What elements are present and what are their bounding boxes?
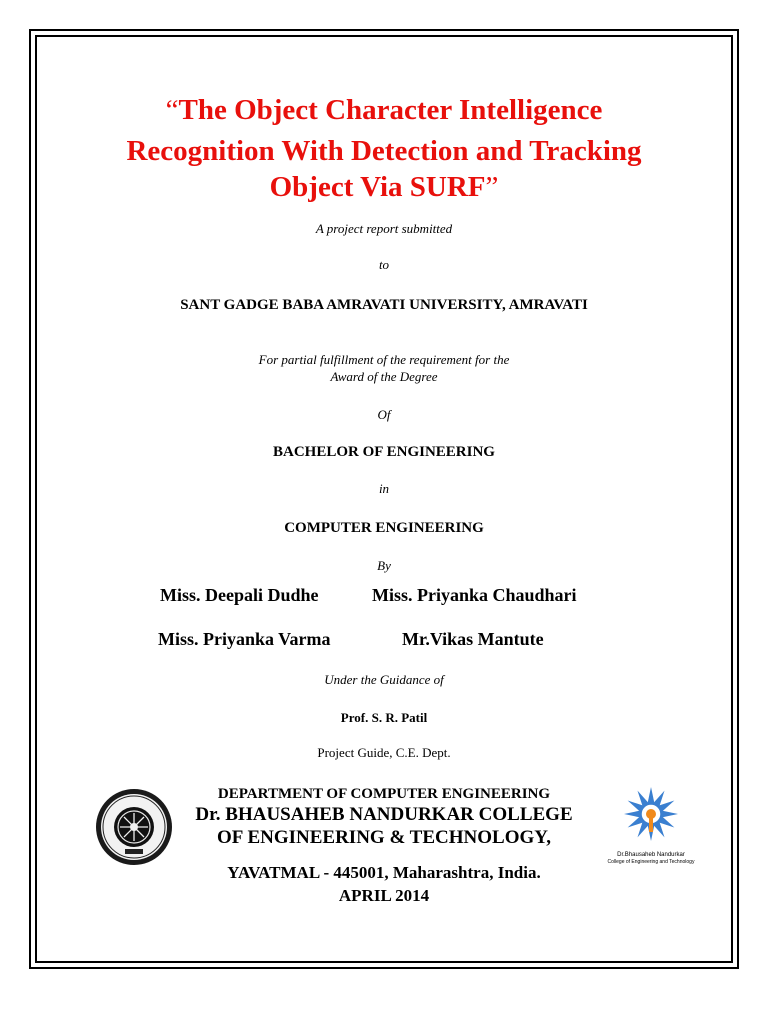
university-seal-icon xyxy=(95,788,173,866)
department-name: DEPARTMENT OF COMPUTER ENGINEERING xyxy=(217,786,551,802)
report-title-line2: Recognition With Detection and Tracking xyxy=(126,135,642,167)
report-title-line3 xyxy=(0,169,768,206)
guidance-text: Under the Guidance of xyxy=(324,672,444,687)
author-3: Miss. Priyanka Varma xyxy=(158,629,331,649)
degree-name: BACHELOR OF ENGINEERING xyxy=(273,444,495,460)
in-text: in xyxy=(378,481,390,496)
submitted-text: A project report submitted xyxy=(315,221,453,236)
by-text: By xyxy=(377,558,391,573)
author-4: Mr.Vikas Mantute xyxy=(402,629,544,649)
author-1: Miss. Deepali Dudhe xyxy=(160,585,319,605)
fulfillment-line1: For partial fulfillment of the requirement for the xyxy=(258,352,510,367)
report-date: APRIL 2014 xyxy=(338,886,430,905)
college-address: YAVATMAL - 445001, Maharashtra, India. xyxy=(227,863,541,882)
college-line1: Dr. BHAUSAHEB NANDURKAR COLLEGE xyxy=(195,804,573,825)
guide-name: Prof. S. R. Patil xyxy=(340,710,428,725)
guide-role: Project Guide, C.E. Dept. xyxy=(317,745,451,760)
title-line3: Object Via SURF xyxy=(269,171,486,203)
college-emblem-caption2: College of Engineering and Technology xyxy=(607,859,695,865)
college-emblem xyxy=(605,785,697,865)
of-text: Of xyxy=(377,407,391,422)
college-emblem-icon xyxy=(605,785,697,847)
title-open-quote: “ xyxy=(165,94,179,126)
author-2: Miss. Priyanka Chaudhari xyxy=(372,585,577,605)
to-text: to xyxy=(378,257,390,272)
college-emblem-caption1: Dr.Bhausaheb Nandurkar xyxy=(617,852,685,858)
title-close-quote: ” xyxy=(485,171,499,203)
university-name: SANT GADGE BABA AMRAVATI UNIVERSITY, AMRAVATI xyxy=(180,297,588,313)
title-line1: The Object Character Intelligence xyxy=(178,94,603,126)
fulfillment-line2: Award of the Degree xyxy=(330,369,438,384)
branch-name: COMPUTER ENGINEERING xyxy=(284,520,484,536)
college-line2: OF ENGINEERING & TECHNOLOGY, xyxy=(217,827,551,848)
report-title-line1 xyxy=(0,92,768,129)
